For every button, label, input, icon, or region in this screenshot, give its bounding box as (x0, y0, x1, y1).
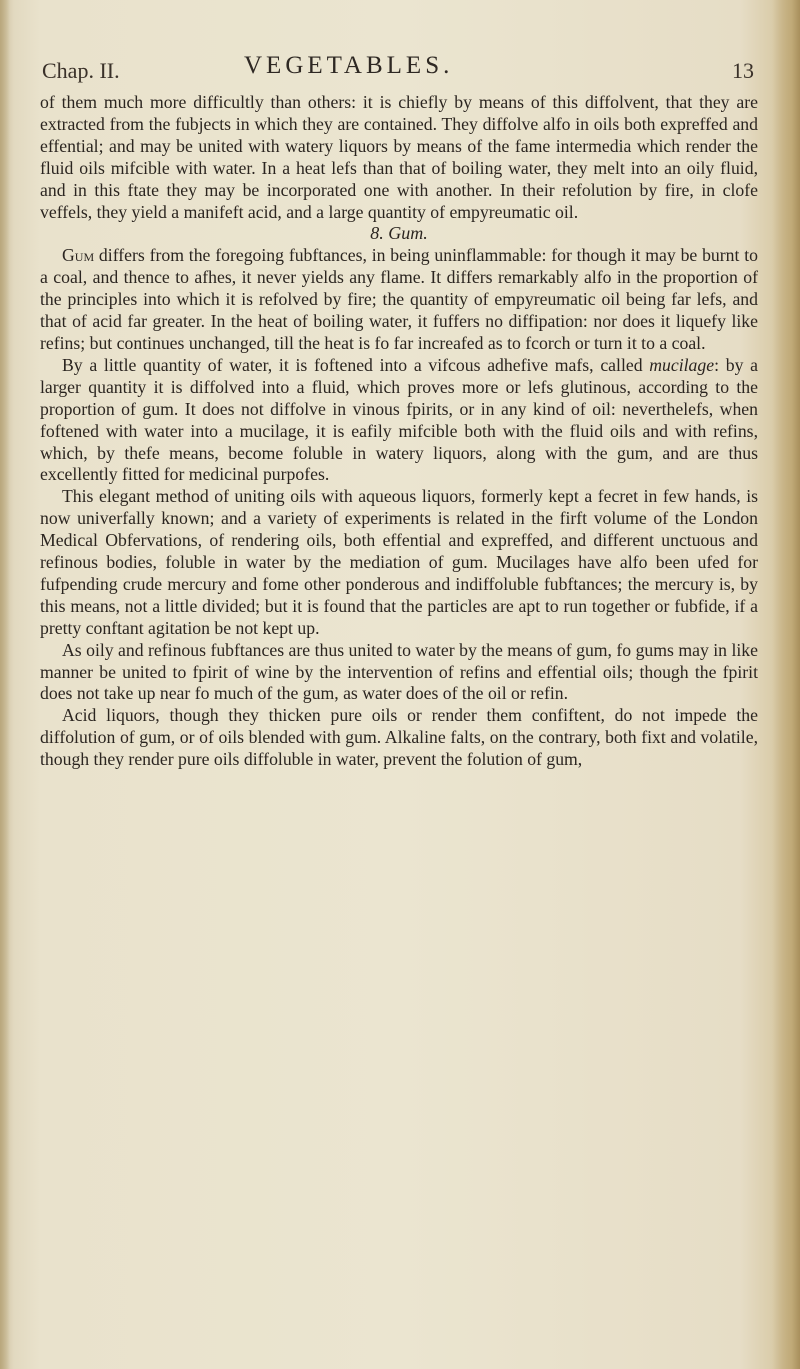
running-title: VEGETABLES. (244, 52, 454, 79)
page-edge-shadow (772, 0, 800, 1369)
paragraph-gum-definition (40, 245, 758, 355)
paragraph-text: By a little quantity of water, it is foftened into a vifcous adhefive mafs, called (62, 354, 650, 375)
chapter-label: Chap. II. (42, 58, 120, 83)
term-mucilage: mucilage (649, 354, 715, 375)
page-gutter-shadow (0, 0, 10, 1369)
body-text (40, 92, 758, 771)
paragraph-resinous-substances: As oily and refinous fubftances are thus united to water by the means of gum, fo gums may in like manner be united to fpirit of wine by the intervention of refins and effential oils; though the fpirit does not take up near fo much of the gum, as water does of the oil or refin. (40, 639, 758, 704)
paragraph-uniting-oils: This elegant method of uniting oils with aqueous liquors, formerly kept a fecret in few hands, is now univerfally known; and a variety of experiments is related in the firft volume of the London Medical Obfervations, of rendering oils, both effential and expreffed, and different unctuous and refinous bodies, foluble in water by the mediation of gum. Mucilages have alfo been ufed for fufpending crude mercury and fome other ponderous and indiffoluble fubftances; the mercury is, by this means, not a little divided; but it is found that the particles are apt to run together or fubfide, if a pretty conftant agitation be not kept up. (40, 486, 758, 638)
paragraph-text: : by a larger quantity it is diffolved into a fluid, which proves more or lefs glutinous, according to the proportion of gum. It does not diffolve in vinous fpirits, or in any kind of oil: neverthelefs, when foftened with water into a mucilage, it is eafily mifcible both with the fluid oils and with refins, which, by thefe means, become foluble in watery liquors, along with the gum, and are thus excellently fitted for medicinal purpofes. (40, 354, 758, 485)
paragraph-acid-liquors: Acid liquors, though they thicken pure oils or render them confiftent, do not impede the diffolution of gum, or of oils blended with gum. Alkaline falts, on the contrary, both fixt and volatile, though they render pure oils diffoluble in water, prevent the folution of gum, (40, 705, 758, 770)
paragraph-mucilage (40, 355, 758, 486)
paragraph-text: differs from the foregoing fubftances, in being uninflammable: for though it may be burnt to a coal, and thence to afhes, it never yields any flame. It differs remarkably alfo in the proportion of the principles into which it is refolved by fire; the quantity of empyreumatic oil being far lefs, and that of acid far greater. In the heat of boiling water, it fuffers no diffipation: nor does it liquefy like refins; but continues unchanged, till the heat is fo far increafed as to fcorch or turn it to a coal. (40, 245, 758, 353)
lead-word: Gum (62, 245, 95, 266)
section-heading: 8. Gum. (370, 223, 428, 244)
intro-paragraph: of them much more difficultly than others: it is chiefly by means of this diffolvent, that they are extracted from the fubjects in which they are contained. They diffolve alfo in oils both expreffed and effential; and may be united with watery liquors by means of the fame intermedia which render the fluid oils mifcible with water. In a heat lefs than that of boiling water, they melt into an oily fluid, and in this ftate they may be incorporated one with another. In their refolution by fire, in clofe veffels, they yield a manifeft acid, and a large quantity of empyreumatic oil. (40, 92, 758, 222)
running-header (42, 52, 758, 88)
page-number: 13 (732, 58, 754, 83)
